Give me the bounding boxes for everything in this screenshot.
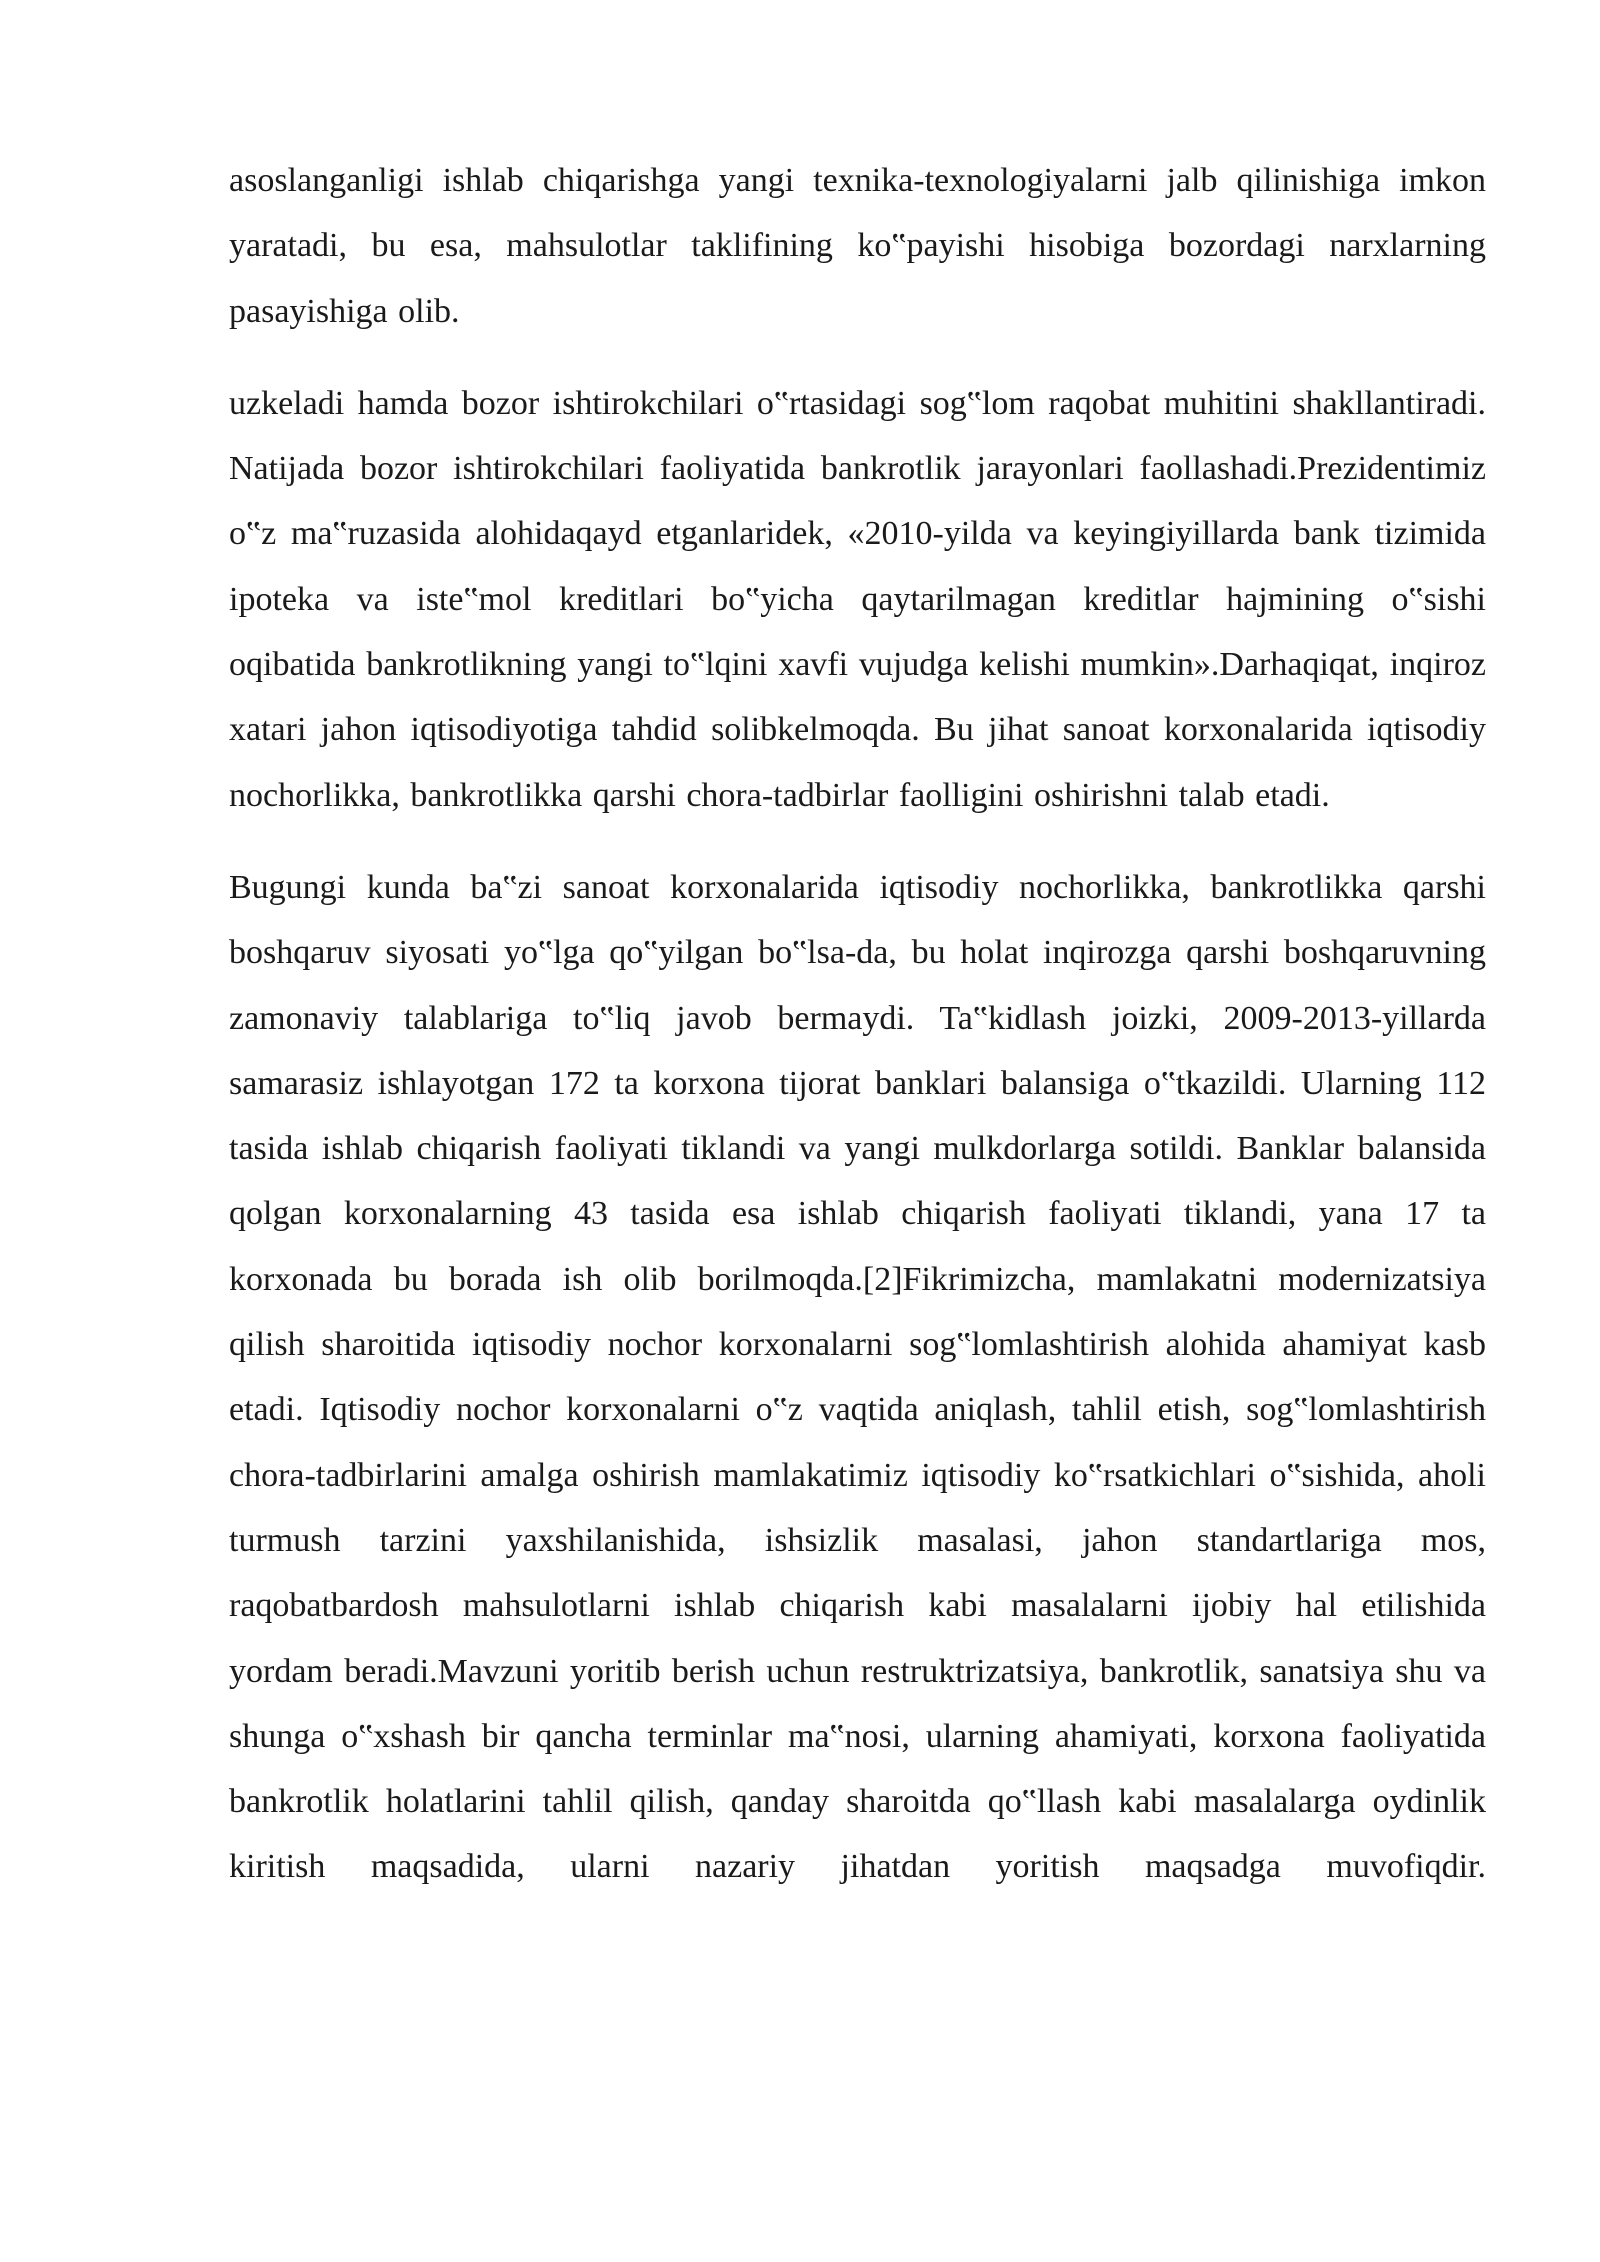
paragraph-3: Bugungi kunda ba‟zi sanoat korxonalarida iqtisodiy nochorlikka, bankrotlikka qarshi boshqaruv siyosati yo‟lga qo‟yilgan bo‟lsa-da, bu holat inqirozga qarshi boshqaruvning zamonaviy talablariga to‟liq javob bermaydi. Ta‟kidlash joizki, 2009-2013-yillarda samarasiz ishlayotgan 172 ta korxona tijorat banklari balansiga o‟tkazildi. Ularning 112 tasida ishlab chiqarish faoliyati tiklandi va yangi mulkdorlarga sotildi. Banklar balansida qolgan korxonalarning 43 tasida esa ishlab chiqarish faoliyati tiklandi, yana 17 ta korxonada bu borada ish olib borilmoqda.[2]Fikrimizcha, mamlakatni modernizatsiya qilish sharoitida iqtisodiy nochor korxonalarni sog‟lomlashtirish alohida ahamiyat kasb etadi. Iqtisodiy nochor korxonalarni o‟z vaqtida aniqlash, tahlil etish, sog‟lomlashtirish chora-tadbirlarini amalga oshirish mamlakatimiz iqtisodiy ko‟rsatkichlari o‟sishida, aholi turmush tarzini yaxshilanishida, ishsizlik masalasi, jahon standartlariga mos, raqobatbardosh mahsulotlarni ishlab chiqarish kabi masalalarni ijobiy hal etilishida yordam beradi.Mavzuni yoritib berish uchun restruktrizatsiya, bankrotlik, sanatsiya shu va shunga o‟xshash bir qancha terminlar ma‟nosi, ularning ahamiyati, korxona faoliyatida bankrotlik holatlarini tahlil qilish, qanday sharoitda qo‟llash kabi masalalarga oydinlik kiritish maqsadida, ularni nazariy jihatdan yoritish maqsadga muvofiqdir. [229,868,1486,1886]
paragraph-2: uzkeladi hamda bozor ishtirokchilari o‟rtasidagi sog‟lom raqobat muhitini shakllantiradi. Natijada bozor ishtirokchilari faoliyatida bankrotlik jarayonlari faollashadi.Prezidentimiz o‟z ma‟ruzasida alohidaqayd etganlaridek, «2010-yilda va keyingiyillarda bank tizimida ipoteka va iste‟mol kreditlari bo‟yicha qaytarilmagan kreditlar hajmining o‟sishi oqibatida bankrotlikning yangi to‟lqini xavfi vujudga kelishi mumkin».Darhaqiqat, inqiroz xatari jahon iqtisodiyotiga tahdid solibkelmoqda. Bu jihat sanoat korxonalarida iqtisodiy nochorlikka, bankrotlikka qarshi chora-tadbirlar faolligini oshirishni talab etadi. [229,384,1486,814]
document-body [229,148,1486,1927]
paragraph-1: asoslanganligi ishlab chiqarishga yangi texnika-texnologiyalarni jalb qilinishiga imkon yaratadi, bu esa, mahsulotlar taklifining ko‟payishi hisobiga bozordagi narxlarning pasayishiga olib. [229,162,1486,330]
